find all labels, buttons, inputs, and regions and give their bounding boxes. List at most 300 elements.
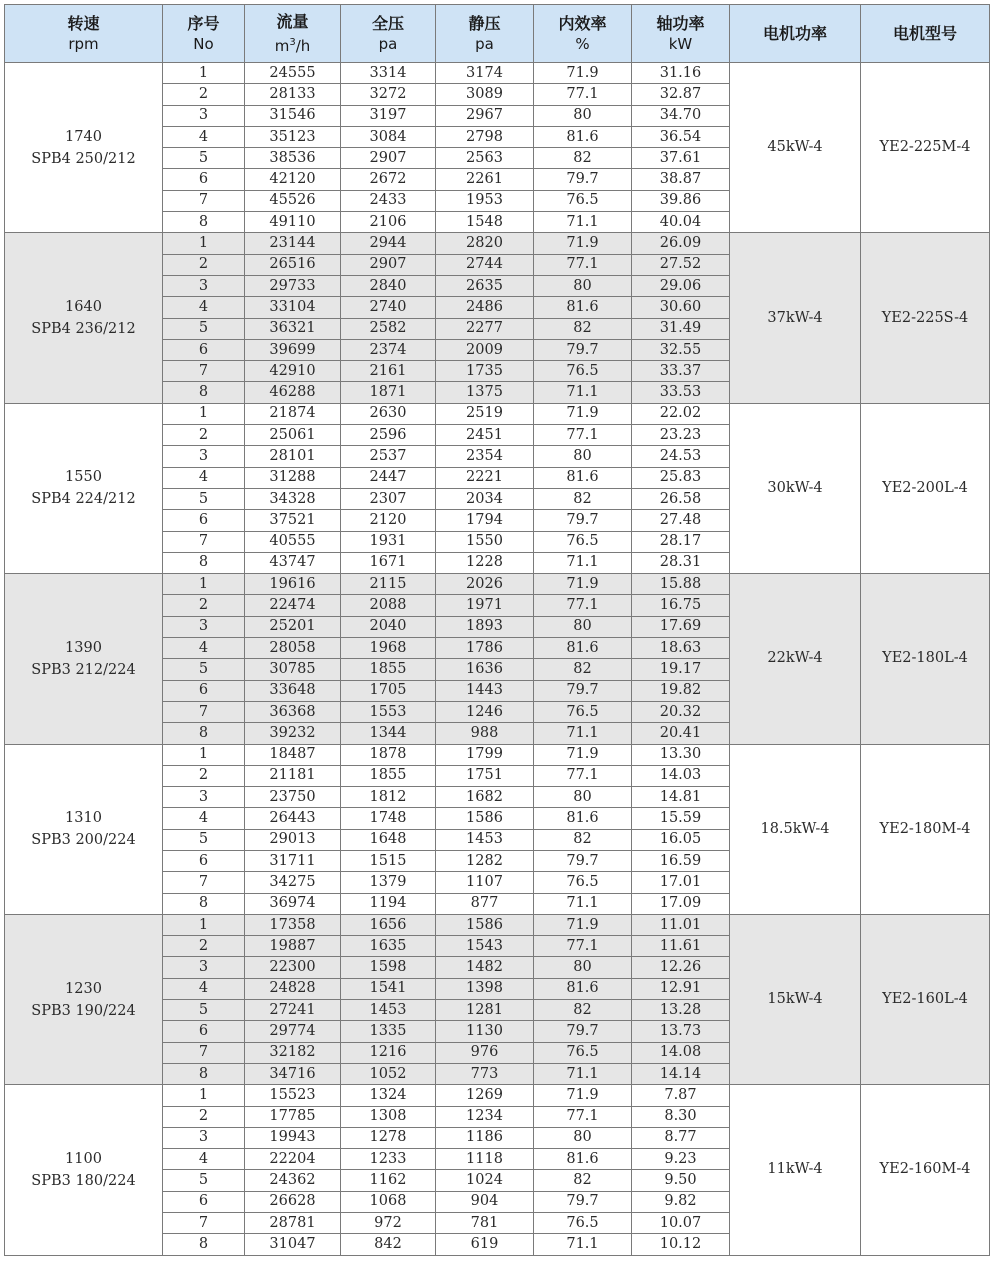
flow-cell: 43747 [245, 552, 341, 573]
table-row [5, 574, 990, 595]
total-pressure-cell: 2630 [341, 403, 436, 424]
row-number-cell: 7 [163, 531, 245, 552]
total-pressure-cell: 2907 [341, 254, 436, 275]
shaft-power-cell: 32.87 [632, 84, 730, 105]
header-number [163, 5, 245, 63]
efficiency-cell: 79.7 [534, 1021, 632, 1042]
row-number-cell: 8 [163, 212, 245, 233]
motor-power-cell: 15kW-4 [730, 914, 861, 1084]
shaft-power-cell: 15.59 [632, 808, 730, 829]
shaft-power-cell: 9.82 [632, 1191, 730, 1212]
efficiency-cell: 71.1 [534, 1063, 632, 1084]
model-group [5, 233, 990, 403]
flow-cell: 35123 [245, 126, 341, 147]
static-pressure-cell: 2519 [436, 403, 534, 424]
shaft-power-cell: 17.69 [632, 616, 730, 637]
total-pressure-cell: 2307 [341, 488, 436, 509]
header-shaft-power-cn: 轴功率 [656, 13, 705, 33]
total-pressure-cell: 972 [341, 1213, 436, 1234]
total-pressure-cell: 1453 [341, 1000, 436, 1021]
row-number-cell: 4 [163, 297, 245, 318]
row-number-cell: 3 [163, 275, 245, 296]
total-pressure-cell: 1324 [341, 1085, 436, 1106]
row-number-cell: 4 [163, 126, 245, 147]
total-pressure-cell: 1194 [341, 893, 436, 914]
header-flow [245, 5, 341, 63]
motor-model-cell: YE2-225M-4 [861, 63, 990, 233]
row-number-cell: 8 [163, 552, 245, 573]
row-number-cell: 1 [163, 63, 245, 84]
row-number-cell: 4 [163, 808, 245, 829]
shaft-power-cell: 19.17 [632, 659, 730, 680]
static-pressure-cell: 2486 [436, 297, 534, 318]
flow-cell: 40555 [245, 531, 341, 552]
total-pressure-cell: 1812 [341, 787, 436, 808]
flow-cell: 37521 [245, 510, 341, 531]
static-pressure-cell: 1246 [436, 701, 534, 722]
table-row [5, 403, 990, 424]
fan-model: SPB3 180/224 [31, 1172, 136, 1189]
table-row [5, 744, 990, 765]
row-number-cell: 4 [163, 467, 245, 488]
shaft-power-cell: 12.26 [632, 957, 730, 978]
shaft-power-cell: 16.75 [632, 595, 730, 616]
total-pressure-cell: 2907 [341, 148, 436, 169]
fan-model: SPB3 200/224 [31, 832, 136, 849]
table-row [5, 914, 990, 935]
speed-model-cell [5, 1085, 163, 1255]
flow-cell: 23144 [245, 233, 341, 254]
shaft-power-cell: 11.01 [632, 914, 730, 935]
row-number-cell: 2 [163, 765, 245, 786]
flow-cell: 45526 [245, 190, 341, 211]
efficiency-cell: 79.7 [534, 510, 632, 531]
flow-cell: 46288 [245, 382, 341, 403]
table-row [5, 63, 990, 84]
static-pressure-cell: 2026 [436, 574, 534, 595]
row-number-cell: 1 [163, 574, 245, 595]
flow-cell: 22300 [245, 957, 341, 978]
row-number-cell: 7 [163, 701, 245, 722]
efficiency-cell: 82 [534, 1000, 632, 1021]
efficiency-cell: 80 [534, 275, 632, 296]
shaft-power-cell: 18.63 [632, 638, 730, 659]
fan-model: SPB4 236/212 [31, 321, 136, 338]
flow-cell: 32182 [245, 1042, 341, 1063]
static-pressure-cell: 1130 [436, 1021, 534, 1042]
flow-cell: 18487 [245, 744, 341, 765]
row-number-cell: 5 [163, 1000, 245, 1021]
static-pressure-cell: 1281 [436, 1000, 534, 1021]
efficiency-cell: 71.9 [534, 1085, 632, 1106]
total-pressure-cell: 1553 [341, 701, 436, 722]
static-pressure-cell: 1234 [436, 1106, 534, 1127]
row-number-cell: 6 [163, 510, 245, 531]
row-number-cell: 6 [163, 169, 245, 190]
flow-cell: 49110 [245, 212, 341, 233]
shaft-power-cell: 36.54 [632, 126, 730, 147]
row-number-cell: 1 [163, 233, 245, 254]
efficiency-cell: 81.6 [534, 126, 632, 147]
row-number-cell: 3 [163, 616, 245, 637]
static-pressure-cell: 1971 [436, 595, 534, 616]
total-pressure-cell: 2040 [341, 616, 436, 637]
shaft-power-cell: 22.02 [632, 403, 730, 424]
header-shaft-power-unit: kW [668, 34, 693, 53]
shaft-power-cell: 31.16 [632, 63, 730, 84]
shaft-power-cell: 38.87 [632, 169, 730, 190]
row-number-cell: 8 [163, 382, 245, 403]
shaft-power-cell: 28.17 [632, 531, 730, 552]
flow-cell: 19943 [245, 1127, 341, 1148]
efficiency-cell: 82 [534, 659, 632, 680]
total-pressure-cell: 1052 [341, 1063, 436, 1084]
efficiency-cell: 80 [534, 957, 632, 978]
efficiency-cell: 82 [534, 148, 632, 169]
shaft-power-cell: 19.82 [632, 680, 730, 701]
efficiency-cell: 71.9 [534, 914, 632, 935]
static-pressure-cell: 1543 [436, 936, 534, 957]
header-efficiency [534, 5, 632, 63]
total-pressure-cell: 2106 [341, 212, 436, 233]
static-pressure-cell: 619 [436, 1234, 534, 1255]
efficiency-cell: 79.7 [534, 680, 632, 701]
motor-power-cell: 45kW-4 [730, 63, 861, 233]
total-pressure-cell: 1379 [341, 872, 436, 893]
shaft-power-cell: 29.06 [632, 275, 730, 296]
shaft-power-cell: 20.32 [632, 701, 730, 722]
total-pressure-cell: 2374 [341, 339, 436, 360]
row-number-cell: 5 [163, 318, 245, 339]
speed-model-cell [5, 574, 163, 744]
efficiency-cell: 77.1 [534, 1106, 632, 1127]
shaft-power-cell: 27.52 [632, 254, 730, 275]
total-pressure-cell: 2537 [341, 446, 436, 467]
flow-cell: 36974 [245, 893, 341, 914]
row-number-cell: 7 [163, 361, 245, 382]
table-header [5, 5, 990, 63]
efficiency-cell: 77.1 [534, 425, 632, 446]
row-number-cell: 7 [163, 190, 245, 211]
static-pressure-cell: 2967 [436, 105, 534, 126]
shaft-power-cell: 31.49 [632, 318, 730, 339]
row-number-cell: 3 [163, 957, 245, 978]
model-group [5, 914, 990, 1084]
flow-cell: 33104 [245, 297, 341, 318]
efficiency-cell: 77.1 [534, 765, 632, 786]
efficiency-cell: 80 [534, 446, 632, 467]
flow-cell: 33648 [245, 680, 341, 701]
header-speed-unit: rpm [68, 34, 99, 53]
total-pressure-cell: 2672 [341, 169, 436, 190]
shaft-power-cell: 16.59 [632, 850, 730, 871]
efficiency-cell: 80 [534, 787, 632, 808]
speed-model-cell [5, 744, 163, 914]
efficiency-cell: 81.6 [534, 297, 632, 318]
static-pressure-cell: 1586 [436, 808, 534, 829]
static-pressure-cell: 1799 [436, 744, 534, 765]
shaft-power-cell: 14.14 [632, 1063, 730, 1084]
shaft-power-cell: 20.41 [632, 723, 730, 744]
efficiency-cell: 82 [534, 318, 632, 339]
model-group [5, 744, 990, 914]
static-pressure-cell: 1107 [436, 872, 534, 893]
row-number-cell: 3 [163, 1127, 245, 1148]
static-pressure-cell: 1453 [436, 829, 534, 850]
flow-cell: 25201 [245, 616, 341, 637]
fan-model: SPB3 212/224 [31, 661, 136, 678]
flow-cell: 31288 [245, 467, 341, 488]
efficiency-cell: 71.9 [534, 574, 632, 595]
row-number-cell: 3 [163, 446, 245, 467]
row-number-cell: 8 [163, 893, 245, 914]
row-number-cell: 6 [163, 1021, 245, 1042]
row-number-cell: 7 [163, 1042, 245, 1063]
row-number-cell: 2 [163, 254, 245, 275]
efficiency-cell: 81.6 [534, 467, 632, 488]
row-number-cell: 1 [163, 914, 245, 935]
shaft-power-cell: 11.61 [632, 936, 730, 957]
speed-model-cell [5, 403, 163, 573]
shaft-power-cell: 14.08 [632, 1042, 730, 1063]
shaft-power-cell: 28.31 [632, 552, 730, 573]
static-pressure-cell: 1794 [436, 510, 534, 531]
shaft-power-cell: 13.28 [632, 1000, 730, 1021]
flow-cell: 24362 [245, 1170, 341, 1191]
header-shaft-power [632, 5, 730, 63]
static-pressure-cell: 2563 [436, 148, 534, 169]
shaft-power-cell: 25.83 [632, 467, 730, 488]
static-pressure-cell: 1786 [436, 638, 534, 659]
shaft-power-cell: 26.09 [632, 233, 730, 254]
static-pressure-cell: 904 [436, 1191, 534, 1212]
row-number-cell: 3 [163, 787, 245, 808]
static-pressure-cell: 1398 [436, 978, 534, 999]
total-pressure-cell: 2433 [341, 190, 436, 211]
header-static-pressure [436, 5, 534, 63]
efficiency-cell: 82 [534, 829, 632, 850]
flow-cell: 27241 [245, 1000, 341, 1021]
total-pressure-cell: 1598 [341, 957, 436, 978]
motor-power-cell: 11kW-4 [730, 1085, 861, 1255]
shaft-power-cell: 13.73 [632, 1021, 730, 1042]
static-pressure-cell: 2744 [436, 254, 534, 275]
flow-cell: 17358 [245, 914, 341, 935]
motor-power-cell: 37kW-4 [730, 233, 861, 403]
row-number-cell: 1 [163, 1085, 245, 1106]
static-pressure-cell: 2009 [436, 339, 534, 360]
static-pressure-cell: 1375 [436, 382, 534, 403]
static-pressure-cell: 1024 [436, 1170, 534, 1191]
flow-cell: 24828 [245, 978, 341, 999]
flow-cell: 29013 [245, 829, 341, 850]
flow-cell: 28781 [245, 1213, 341, 1234]
flow-unit-base: m [274, 36, 290, 55]
shaft-power-cell: 40.04 [632, 212, 730, 233]
row-number-cell: 2 [163, 425, 245, 446]
header-flow-cn: 流量 [276, 11, 309, 31]
flow-cell: 39232 [245, 723, 341, 744]
efficiency-cell: 71.1 [534, 723, 632, 744]
static-pressure-cell: 1282 [436, 850, 534, 871]
static-pressure-cell: 1735 [436, 361, 534, 382]
fan-model: SPB3 190/224 [31, 1002, 136, 1019]
efficiency-cell: 71.1 [534, 893, 632, 914]
row-number-cell: 1 [163, 403, 245, 424]
row-number-cell: 5 [163, 488, 245, 509]
efficiency-cell: 77.1 [534, 84, 632, 105]
efficiency-cell: 77.1 [534, 936, 632, 957]
row-number-cell: 2 [163, 595, 245, 616]
total-pressure-cell: 1335 [341, 1021, 436, 1042]
static-pressure-cell: 1953 [436, 190, 534, 211]
flow-cell: 42910 [245, 361, 341, 382]
shaft-power-cell: 24.53 [632, 446, 730, 467]
flow-unit-rest: /h [295, 36, 311, 55]
row-number-cell: 8 [163, 1063, 245, 1084]
static-pressure-cell: 2820 [436, 233, 534, 254]
flow-cell: 28101 [245, 446, 341, 467]
flow-cell: 21874 [245, 403, 341, 424]
row-number-cell: 6 [163, 680, 245, 701]
flow-unit-exponent: 3 [289, 36, 296, 48]
efficiency-cell: 77.1 [534, 595, 632, 616]
flow-cell: 29774 [245, 1021, 341, 1042]
static-pressure-cell: 1443 [436, 680, 534, 701]
motor-model-cell: YE2-160L-4 [861, 914, 990, 1084]
static-pressure-cell: 2635 [436, 275, 534, 296]
efficiency-cell: 76.5 [534, 1213, 632, 1234]
speed-value: 1390 [65, 639, 102, 656]
efficiency-cell: 82 [534, 488, 632, 509]
total-pressure-cell: 1278 [341, 1127, 436, 1148]
total-pressure-cell: 3314 [341, 63, 436, 84]
efficiency-cell: 81.6 [534, 808, 632, 829]
efficiency-cell: 71.1 [534, 552, 632, 573]
flow-cell: 29733 [245, 275, 341, 296]
efficiency-cell: 71.9 [534, 63, 632, 84]
total-pressure-cell: 1162 [341, 1170, 436, 1191]
static-pressure-cell: 976 [436, 1042, 534, 1063]
flow-cell: 19887 [245, 936, 341, 957]
shaft-power-cell: 14.03 [632, 765, 730, 786]
speed-value: 1640 [65, 299, 102, 316]
motor-power-cell: 18.5kW-4 [730, 744, 861, 914]
shaft-power-cell: 17.01 [632, 872, 730, 893]
total-pressure-cell: 1855 [341, 765, 436, 786]
shaft-power-cell: 17.09 [632, 893, 730, 914]
efficiency-cell: 79.7 [534, 1191, 632, 1212]
row-number-cell: 6 [163, 850, 245, 871]
header-static-pressure-unit: pa [475, 34, 494, 53]
flow-cell: 42120 [245, 169, 341, 190]
row-number-cell: 5 [163, 829, 245, 850]
total-pressure-cell: 2120 [341, 510, 436, 531]
total-pressure-cell: 2840 [341, 275, 436, 296]
total-pressure-cell: 3197 [341, 105, 436, 126]
static-pressure-cell: 1550 [436, 531, 534, 552]
shaft-power-cell: 32.55 [632, 339, 730, 360]
shaft-power-cell: 13.30 [632, 744, 730, 765]
shaft-power-cell: 7.87 [632, 1085, 730, 1106]
efficiency-cell: 76.5 [534, 531, 632, 552]
flow-cell: 31711 [245, 850, 341, 871]
motor-model-cell: YE2-225S-4 [861, 233, 990, 403]
speed-value: 1230 [65, 980, 102, 997]
shaft-power-cell: 23.23 [632, 425, 730, 446]
motor-model-cell: YE2-180M-4 [861, 744, 990, 914]
efficiency-cell: 79.7 [534, 339, 632, 360]
model-group [5, 574, 990, 744]
flow-cell: 28058 [245, 638, 341, 659]
row-number-cell: 6 [163, 339, 245, 360]
total-pressure-cell: 1216 [341, 1042, 436, 1063]
static-pressure-cell: 773 [436, 1063, 534, 1084]
efficiency-cell: 76.5 [534, 1042, 632, 1063]
shaft-power-cell: 33.37 [632, 361, 730, 382]
header-motor-model: 电机型号 [861, 5, 990, 63]
total-pressure-cell: 1748 [341, 808, 436, 829]
row-number-cell: 5 [163, 148, 245, 169]
motor-power-cell: 30kW-4 [730, 403, 861, 573]
header-efficiency-unit: % [575, 34, 590, 53]
shaft-power-cell: 26.58 [632, 488, 730, 509]
flow-cell: 23750 [245, 787, 341, 808]
flow-cell: 19616 [245, 574, 341, 595]
total-pressure-cell: 1308 [341, 1106, 436, 1127]
header-total-pressure [341, 5, 436, 63]
efficiency-cell: 71.9 [534, 744, 632, 765]
fan-model: SPB4 250/212 [31, 150, 136, 167]
model-group [5, 63, 990, 233]
efficiency-cell: 81.6 [534, 1149, 632, 1170]
static-pressure-cell: 1548 [436, 212, 534, 233]
flow-cell: 17785 [245, 1106, 341, 1127]
motor-power-cell: 22kW-4 [730, 574, 861, 744]
row-number-cell: 8 [163, 723, 245, 744]
model-group [5, 1085, 990, 1255]
flow-cell: 22204 [245, 1149, 341, 1170]
header-static-pressure-cn: 静压 [468, 13, 501, 33]
total-pressure-cell: 2447 [341, 467, 436, 488]
header-efficiency-cn: 内效率 [558, 13, 607, 33]
static-pressure-cell: 2277 [436, 318, 534, 339]
motor-model-cell: YE2-180L-4 [861, 574, 990, 744]
header-number-cn: 序号 [187, 13, 220, 33]
shaft-power-cell: 12.91 [632, 978, 730, 999]
flow-cell: 30785 [245, 659, 341, 680]
row-number-cell: 1 [163, 744, 245, 765]
flow-cell: 31546 [245, 105, 341, 126]
efficiency-cell: 71.1 [534, 212, 632, 233]
efficiency-cell: 81.6 [534, 638, 632, 659]
flow-cell: 28133 [245, 84, 341, 105]
total-pressure-cell: 1515 [341, 850, 436, 871]
total-pressure-cell: 1878 [341, 744, 436, 765]
total-pressure-cell: 1648 [341, 829, 436, 850]
flow-cell: 34716 [245, 1063, 341, 1084]
flow-cell: 26628 [245, 1191, 341, 1212]
speed-model-cell [5, 914, 163, 1084]
speed-model-cell [5, 233, 163, 403]
static-pressure-cell: 781 [436, 1213, 534, 1234]
row-number-cell: 7 [163, 872, 245, 893]
motor-model-cell: YE2-160M-4 [861, 1085, 990, 1255]
efficiency-cell: 71.9 [534, 233, 632, 254]
shaft-power-cell: 14.81 [632, 787, 730, 808]
efficiency-cell: 76.5 [534, 701, 632, 722]
flow-cell: 26443 [245, 808, 341, 829]
